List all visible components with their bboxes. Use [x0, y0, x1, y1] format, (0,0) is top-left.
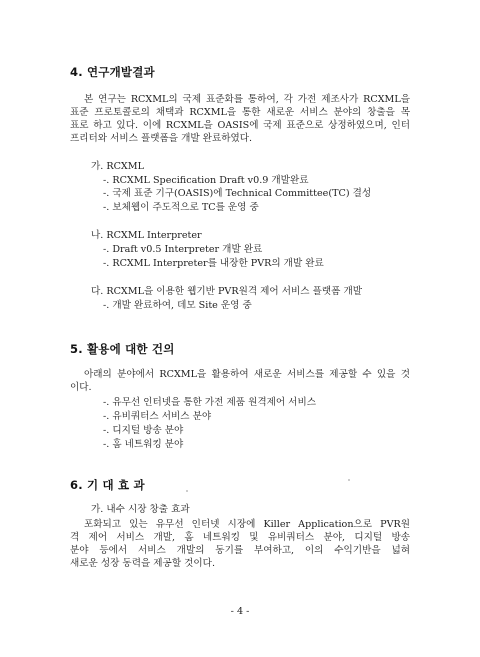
- group-ga-item: -. RCXML Specification Draft v0.9 개발완료: [103, 175, 309, 186]
- group-ga-item: -. 보체웹이 주도적으로 TC를 운영 중: [103, 202, 259, 213]
- scan-speck: [348, 479, 350, 481]
- section-5-item: -. 홈 네트워킹 분야: [103, 439, 184, 450]
- section-4-intro-line: 표로 하고 있다. 이에 RCXML을 OASIS에 국제 표준으로 상정하였으며, 인터: [70, 120, 410, 131]
- group-da-item: -. 개발 완료하여, 데모 Site 운영 중: [103, 300, 252, 311]
- section-6-body-line: 격 제어 서비스 개발, 홈 네트워킹 및 유비쿼터스 분야, 디지털 방송: [70, 532, 410, 543]
- group-da-title: 다. RCXML을 이용한 웹기반 PVR원격 제어 서비스 플랫폼 개발: [91, 286, 362, 297]
- section-6-body-line: 새로운 성장 동력을 제공할 것이다.: [70, 558, 215, 569]
- section-4-intro: [70, 93, 410, 145]
- group-ga-title: 가. RCXML: [91, 161, 144, 172]
- section-6-subheading: 가. 내수 시장 창출 효과: [91, 504, 190, 515]
- section-5-intro-line: 이다.: [70, 382, 92, 393]
- section-4-intro-line: 본 연구는 RCXML의 국제 표준화를 통하여, 각 가전 제조사가 RCXML을: [84, 94, 410, 105]
- section-5-heading: 5. 활용에 대한 건의: [70, 342, 175, 356]
- section-5-item: -. 디지털 방송 분야: [103, 425, 184, 436]
- group-na-title: 나. RCXML Interpreter: [91, 230, 202, 241]
- section-6-body-line: 포화되고 있는 유무선 인터넷 시장에 Killer Application으로 PVR원: [84, 519, 410, 530]
- group-na-item: -. Draft v0.5 Interpreter 개발 완료: [103, 244, 263, 255]
- section-5-item: -. 유비쿼터스 서비스 분야: [103, 411, 212, 422]
- section-6-body: [70, 518, 410, 570]
- scan-speck: [186, 490, 188, 492]
- section-4-heading: 4. 연구개발결과: [70, 65, 155, 79]
- section-4-intro-line: 표준 프로토콜로의 채택과 RCXML을 통한 새로운 서비스 분야의 창출을 목: [70, 107, 410, 118]
- page-number: - 4 -: [230, 606, 250, 617]
- section-5-intro: [70, 368, 410, 394]
- section-6-heading: 6. 기 대 효 과: [70, 478, 145, 492]
- section-4-intro-line: 프리터와 서비스 플랫폼을 개발 완료하였다.: [70, 133, 253, 144]
- section-5-item: -. 유무선 인터넷을 통한 가전 제품 원격제어 서비스: [103, 397, 316, 408]
- section-5-intro-line: 아래의 분야에서 RCXML을 활용하여 새로운 서비스를 제공할 수 있을 것: [84, 369, 410, 380]
- group-na-item: -. RCXML Interpreter를 내장한 PVR의 개발 완료: [103, 258, 324, 269]
- section-6-body-line: 분야 등에서 서비스 개발의 동기를 부여하고, 이의 수익기반을 넓혀: [70, 545, 410, 556]
- group-ga-item: -. 국제 표준 기구(OASIS)에 Technical Committee(TC) 결성: [103, 188, 372, 199]
